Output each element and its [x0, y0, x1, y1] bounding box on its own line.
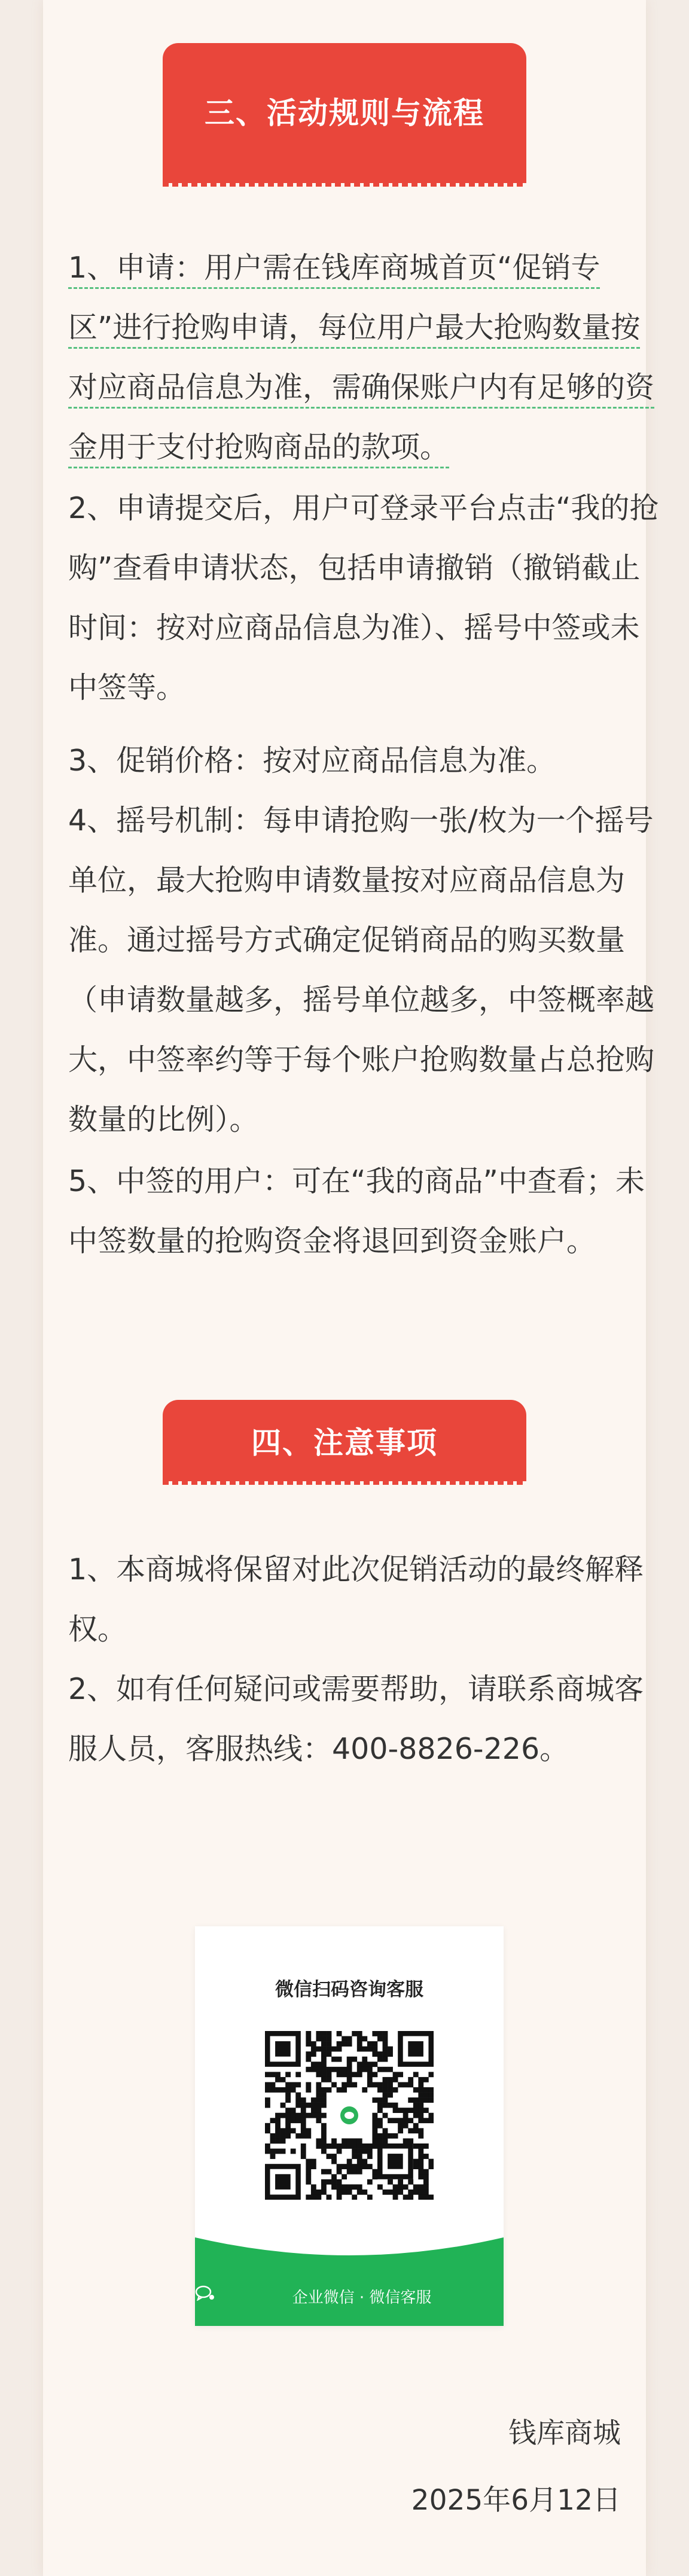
rule-item-4: 4、摇号机制：每申请抢购一张/枚为一个摇号单位，最大抢购申请数量按对应商品信息为准。通过摇号方式确定促销商品的购买数量（申请数量越多，摇号单位越多，中签概率越大，中签率约等于每个账户抢购数量占总抢购数量的比例）。	[68, 803, 655, 1137]
wecom-icon	[267, 2291, 288, 2306]
signature-org: 钱库商城	[508, 2417, 621, 2450]
note-item-1: 1、本商城将保留对此次促销活动的最终解释权。	[68, 1552, 644, 1646]
qr-code[interactable]	[265, 2031, 434, 2200]
qr-footer	[195, 2225, 504, 2326]
rule-item-1	[68, 238, 660, 477]
rule-item-1-text: 1、申请：用户需在钱库商城首页“促销专区”进行抢购申请，每位用户最大抢购数量按对应商品信息为准，需确保账户内有足够的资金用于支付抢购商品的款项。	[68, 251, 655, 464]
article-page	[43, 0, 659, 2576]
qr-contact-card	[195, 1926, 504, 2326]
section-title-notes: 四、注意事项	[163, 1400, 526, 1481]
rule-item-3: 3、促销价格：按对应商品信息为准。	[68, 744, 556, 778]
qr-title: 微信扫码咨询客服	[275, 1979, 423, 2000]
section-title-rules: 三、活动规则与流程	[163, 43, 526, 183]
note-item-2: 2、如有任何疑问或需要帮助，请联系商城客服人员，客服热线：400-8826-226。	[68, 1672, 644, 1766]
qr-footer-label: 企业微信 · 微信客服	[292, 2289, 432, 2307]
rule-item-2: 2、申请提交后，用户可登录平台点击“我的抢购”查看申请状态，包括申请撤销（撤销截止时间：按对应商品信息为准）、摇号中签或未中签等。	[68, 491, 659, 705]
rule-item-5: 5、中签的用户：可在“我的商品”中查看；未中签数量的抢购资金将退回到资金账户。	[68, 1164, 645, 1258]
signature-date: 2025年6月12日	[411, 2484, 621, 2517]
